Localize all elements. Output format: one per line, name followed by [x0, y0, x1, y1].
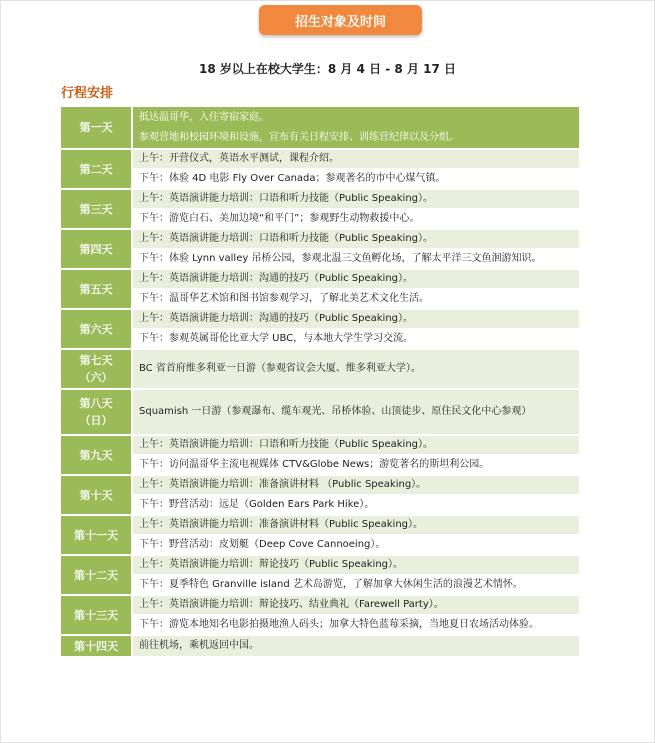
enrollment-title-text: 招生对象及时间: [294, 14, 386, 30]
schedule-section-title: 行程安排: [61, 86, 114, 101]
activity-line: 参观营地和校园环境和设施，宣布有关日程安排、训练营纪律以及分组。: [139, 132, 459, 143]
table-row: [60, 435, 580, 455]
day-label: 第十一天: [60, 515, 132, 555]
day-label: 第二天: [60, 149, 132, 189]
day-label: 第六天: [60, 309, 132, 349]
activity-cell: 上午：英语演讲能力培训：准备演讲材料（Public Speaking）。: [132, 515, 580, 535]
day-label-line: 第七天: [79, 354, 113, 367]
table-row: [60, 475, 580, 495]
activity-cell: Squamish 一日游（参观瀑布、缆车观光、吊桥体验、山顶徒步、原住民文化中心参观）: [132, 389, 580, 435]
table-row: [60, 209, 580, 229]
table-row: [60, 389, 580, 435]
enrollment-subtitle: 18 岁以上在校大学生：8 月 4 日 - 8 月 17 日: [198, 62, 457, 76]
table-row: [60, 575, 580, 595]
day-label: 第十四天: [60, 635, 132, 657]
day-label-line: 第八天: [79, 397, 113, 410]
day-label: 第三天: [60, 189, 132, 229]
day-label: 第十天: [60, 475, 132, 515]
activity-cell: [132, 106, 580, 149]
table-row: [60, 249, 580, 269]
day-label: [60, 349, 132, 389]
activity-cell: 前往机场，乘机返回中国。: [132, 635, 580, 657]
activity-cell: 下午：温哥华艺术馆和图书馆参观学习，了解北美艺术文化生活。: [132, 289, 580, 309]
activity-cell: 下午：游览本地知名电影拍摄地渔人码头；加拿大特色蓝莓采摘，当地夏日农场活动体验。: [132, 615, 580, 635]
table-row: [60, 329, 580, 349]
activity-cell: 下午：体验 4D 电影 Fly Over Canada；参观著名的市中心煤气镇。: [132, 169, 580, 189]
table-row: [60, 615, 580, 635]
day-label: 第十二天: [60, 555, 132, 595]
activity-cell: 下午：野营活动：皮划艇（Deep Cove Cannoeing）。: [132, 535, 580, 555]
activity-cell: 下午：访问温哥华主流电视媒体 CTV&Globe News；游览著名的斯坦利公园。: [132, 455, 580, 475]
activity-cell: 下午：野营活动：远足（Golden Ears Park Hike）。: [132, 495, 580, 515]
activity-cell: 上午：英语演讲能力培训：辩论技巧、结业典礼（Farewell Party）。: [132, 595, 580, 615]
activity-cell: 下午：游览白石、美加边境“和平门”；参观野生动物救援中心。: [132, 209, 580, 229]
table-row: [60, 106, 580, 149]
table-row: [60, 169, 580, 189]
table-row: [60, 595, 580, 615]
day-label: 第一天: [60, 106, 132, 149]
activity-cell: 上午：英语演讲能力培训：口语和听力技能（Public Speaking）。: [132, 229, 580, 249]
activity-cell: 上午：英语演讲能力培训：沟通的技巧（Public Speaking）。: [132, 269, 580, 289]
enrollment-title-button[interactable]: [259, 5, 422, 35]
day-label: 第五天: [60, 269, 132, 309]
schedule-table: [59, 105, 581, 658]
activity-cell: BC 省首府维多利亚一日游（参观省议会大厦、维多利亚大学）。: [132, 349, 580, 389]
table-row: [60, 515, 580, 535]
day-label: 第十三天: [60, 595, 132, 635]
day-label-line: （六）: [79, 371, 113, 384]
activity-cell: 下午：夏季特色 Granville island 艺术岛游览，了解加拿大休闲生活的浪漫艺术情怀。: [132, 575, 580, 595]
table-row: [60, 349, 580, 389]
activity-cell: 上午：开营仪式，英语水平测试，课程介绍。: [132, 149, 580, 169]
table-row: [60, 269, 580, 289]
activity-cell: 上午：英语演讲能力培训：沟通的技巧（Public Speaking）。: [132, 309, 580, 329]
table-row: [60, 289, 580, 309]
table-row: [60, 149, 580, 169]
activity-cell: 上午：英语演讲能力培训：口语和听力技能（Public Speaking）。: [132, 189, 580, 209]
activity-cell: 下午：参观英属哥伦比亚大学 UBC，与本地大学生学习交流。: [132, 329, 580, 349]
day-label: 第四天: [60, 229, 132, 269]
activity-cell: 上午：英语演讲能力培训：辩论技巧（Public Speaking）。: [132, 555, 580, 575]
day-label: [60, 389, 132, 435]
day-label-line: （日）: [79, 414, 113, 427]
activity-cell: 上午：英语演讲能力培训：口语和听力技能（Public Speaking）。: [132, 435, 580, 455]
table-row: [60, 535, 580, 555]
table-row: [60, 635, 580, 657]
table-row: [60, 455, 580, 475]
table-row: [60, 229, 580, 249]
activity-line: 抵达温哥华，入住寄宿家庭。: [139, 112, 269, 123]
table-row: [60, 555, 580, 575]
table-row: [60, 309, 580, 329]
table-row: [60, 189, 580, 209]
activity-cell: 下午：体验 Lynn valley 吊桥公园，参观北温三文鱼孵化场，了解太平洋三文鱼洄游知识。: [132, 249, 580, 269]
table-row: [60, 495, 580, 515]
activity-cell: 上午：英语演讲能力培训：准备演讲材料 （Public Speaking）。: [132, 475, 580, 495]
day-label: 第九天: [60, 435, 132, 475]
